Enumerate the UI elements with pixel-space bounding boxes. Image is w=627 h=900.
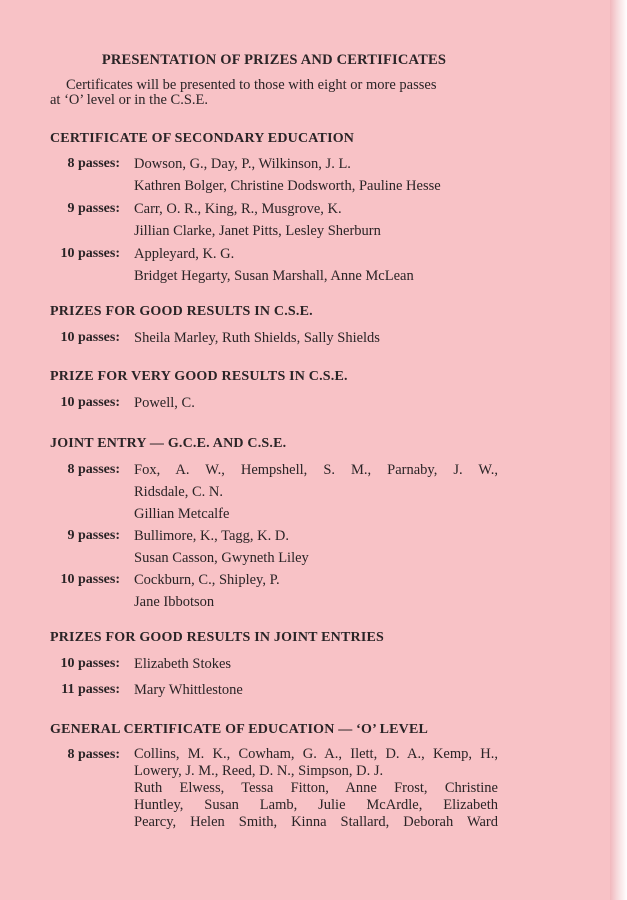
intro-paragraph xyxy=(50,78,500,108)
name-line: Gillian Metcalfe xyxy=(134,506,230,522)
document-title: PRESENTATION OF PRIZES AND CERTIFICATES xyxy=(101,52,447,68)
row-label: 9 passes: xyxy=(67,201,120,216)
section-heading-gce: GENERAL CERTIFICATE OF EDUCATION — ‘O’ LEVEL xyxy=(50,722,429,737)
row-names xyxy=(134,327,498,349)
row-label: 11 passes: xyxy=(61,682,120,697)
row-label: 10 passes: xyxy=(60,656,120,671)
section-heading-very-good-cse: PRIZE FOR VERY GOOD RESULTS IN C.S.E. xyxy=(50,369,348,384)
name-line: Cockburn, C., Shipley, P. xyxy=(134,572,280,588)
name-line: Collins, M. K., Cowham, G. A., Ilett, D. A., Kemp, H., xyxy=(134,746,498,762)
name-line: Dowson, G., Day, P., Wilkinson, J. L. xyxy=(134,156,351,172)
row-names xyxy=(134,746,498,831)
name-line: Jillian Clarke, Janet Pitts, Lesley Sherburn xyxy=(134,223,381,239)
name-line: Elizabeth Stokes xyxy=(134,656,232,672)
name-line: Ruth Elwess, Tessa Fitton, Anne Frost, Christine xyxy=(134,780,498,796)
row-names xyxy=(134,243,498,287)
name-line: Ridsdale, C. N. xyxy=(134,484,224,500)
name-line: Huntley, Susan Lamb, Julie McArdle, Elizabeth xyxy=(134,797,498,813)
row-label: 8 passes: xyxy=(67,747,120,762)
row-names xyxy=(134,198,498,242)
name-line: Appleyard, K. G. xyxy=(134,246,235,262)
section-heading-good-cse: PRIZES FOR GOOD RESULTS IN C.S.E. xyxy=(50,304,313,319)
name-line: Powell, C. xyxy=(134,395,195,411)
intro-line-1: Certificates will be presented to those with eight or more passes xyxy=(66,77,437,93)
row-names xyxy=(134,392,498,414)
row-names xyxy=(134,653,498,675)
section-heading-good-joint: PRIZES FOR GOOD RESULTS IN JOINT ENTRIES xyxy=(50,630,384,645)
section-heading-joint-entry: JOINT ENTRY — G.C.E. AND C.S.E. xyxy=(50,436,287,451)
row-names xyxy=(134,459,498,525)
row-label: 10 passes: xyxy=(60,572,120,587)
row-names xyxy=(134,679,498,701)
row-label: 8 passes: xyxy=(67,462,120,477)
row-names xyxy=(134,525,498,569)
row-label: 8 passes: xyxy=(67,156,120,171)
row-label: 10 passes: xyxy=(60,246,120,261)
name-line: Lowery, J. M., Reed, D. N., Simpson, D. J. xyxy=(134,763,384,779)
name-line: Sheila Marley, Ruth Shields, Sally Shields xyxy=(134,330,380,346)
name-line: Kathren Bolger, Christine Dodsworth, Pauline Hesse xyxy=(134,178,441,194)
row-label: 10 passes: xyxy=(60,330,120,345)
row-names xyxy=(134,153,498,197)
name-line: Susan Casson, Gwyneth Liley xyxy=(134,550,309,566)
intro-line-2: at ‘O’ level or in the C.S.E. xyxy=(50,92,208,108)
section-heading-cse: CERTIFICATE OF SECONDARY EDUCATION xyxy=(50,131,355,146)
row-label: 10 passes: xyxy=(60,395,120,410)
row-names xyxy=(134,569,498,613)
name-line: Bridget Hegarty, Susan Marshall, Anne McLean xyxy=(134,268,414,284)
name-line: Fox, A. W., Hempshell, S. M., Parnaby, J. W., xyxy=(134,462,498,478)
name-line: Bullimore, K., Tagg, K. D. xyxy=(134,528,289,544)
name-line: Carr, O. R., King, R., Musgrove, K. xyxy=(134,201,342,217)
row-label: 9 passes: xyxy=(67,528,120,543)
name-line: Jane Ibbotson xyxy=(134,594,215,610)
name-line: Mary Whittlestone xyxy=(134,682,243,698)
name-line: Pearcy, Helen Smith, Kinna Stallard, Deborah Ward xyxy=(134,814,498,830)
paper-right-edge xyxy=(610,0,627,900)
